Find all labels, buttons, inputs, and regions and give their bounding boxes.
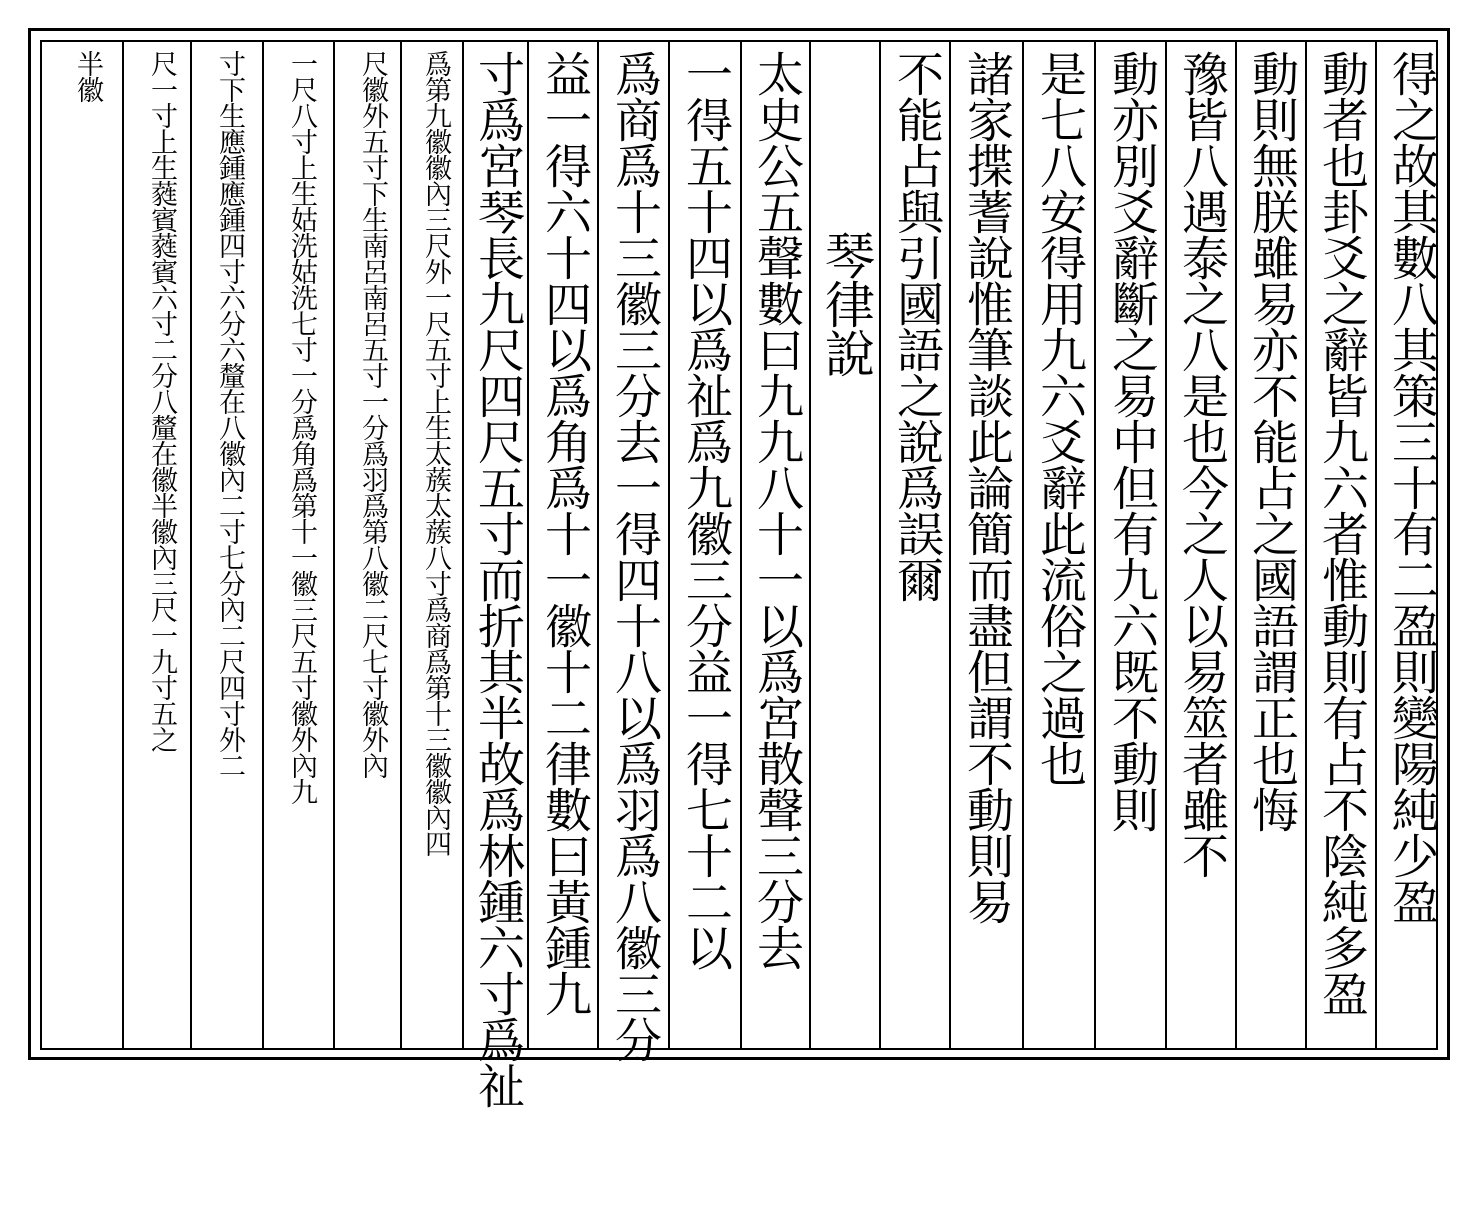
text-column-3: 動則無朕雖易亦不能占之國語謂正也悔 xyxy=(1244,50,1299,832)
section-title: 琴律說 xyxy=(817,230,875,377)
column-rule xyxy=(668,42,670,1048)
column-rule xyxy=(1235,42,1237,1048)
text-column-11: 一得五十四以爲祉爲九徽三分益一得七十二以 xyxy=(678,50,733,970)
text-column-8: 不能占與引國語之說爲誤爾 xyxy=(889,50,944,602)
column-rule xyxy=(809,42,811,1048)
text-column-6: 是七八安得用九六爻辭此流俗之過也 xyxy=(1032,50,1087,786)
column-rule xyxy=(1094,42,1096,1048)
text-column-15: 爲第九徽徽內三尺外一尺五寸上生太蔟太蔟八寸爲商爲第十三徽徽內四 xyxy=(420,50,451,856)
text-column-2: 動者也卦爻之辭皆九六者惟動則有占不陰純多盈 xyxy=(1314,50,1369,1016)
text-column-18: 寸下生應鍾應鍾四寸六分六釐在八徽內二寸七分內二尺四寸外二 xyxy=(214,50,245,778)
column-rule xyxy=(597,42,599,1048)
column-rule xyxy=(1165,42,1167,1048)
column-rule xyxy=(262,42,264,1048)
column-rule xyxy=(333,42,335,1048)
column-rule xyxy=(740,42,742,1048)
text-column-7: 諸家揲蓍說惟筆談此論簡而盡但謂不動則易 xyxy=(959,50,1014,924)
column-rule xyxy=(1022,42,1024,1048)
text-column-13: 益一得六十四以爲角爲十一徽十二律數曰黃鍾九 xyxy=(537,50,592,1016)
text-column-19: 尺一寸上生蕤賓蕤賓六寸二分八釐在徽半徽內三尺一九寸五之 xyxy=(146,50,177,752)
column-rule xyxy=(1305,42,1307,1048)
column-rule xyxy=(1375,42,1377,1048)
text-column-5: 動亦別爻辭斷之易中但有九六既不動則 xyxy=(1104,50,1159,832)
column-rule xyxy=(122,42,124,1048)
text-column-14: 寸爲宮琴長九尺四尺五寸而折其半故爲林鍾六寸爲祉 xyxy=(470,50,525,1108)
text-column-12: 爲商爲十三徽三分去一得四十八以爲羽爲八徽三分 xyxy=(607,50,662,1062)
text-column-1: 得之故其數八其策三十有二盈則變陽純少盈 xyxy=(1384,50,1439,924)
text-column-4: 豫皆八遇泰之八是也今之人以易筮者雖不 xyxy=(1174,50,1229,878)
text-column-20: 半徽 xyxy=(72,50,103,102)
text-column-10: 太史公五聲數曰九九八十一以爲宮散聲三分去 xyxy=(749,50,804,970)
column-rule xyxy=(949,42,951,1048)
column-rule xyxy=(879,42,881,1048)
text-column-16: 尺徽外五寸下生南呂南呂五寸一分爲羽爲第八徽二尺七寸徽外內 xyxy=(357,50,388,778)
text-column-17: 一尺八寸上生姑洗姑洗七寸一分爲角爲第十一徽三尺五寸徽外內九 xyxy=(286,50,317,804)
